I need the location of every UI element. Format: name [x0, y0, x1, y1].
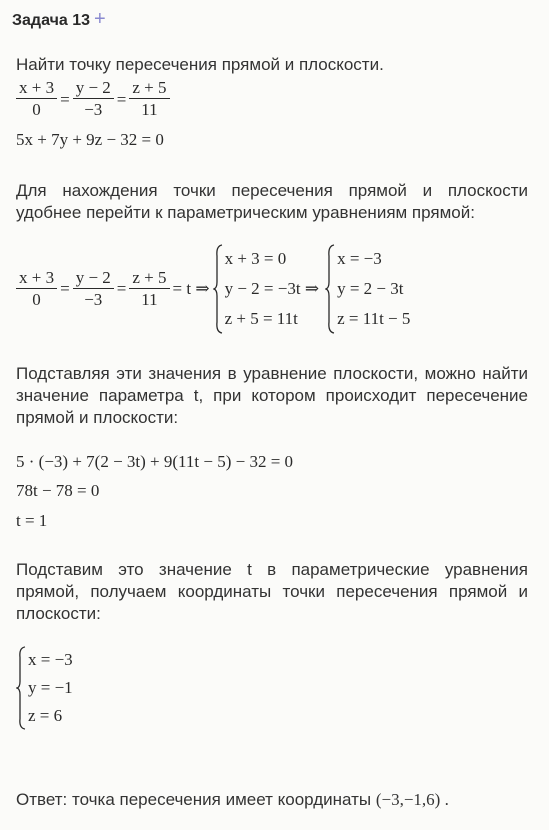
paragraph-coordinates: Подставим это значение t в параметрические уравнения прямой, получаем координаты точки пересечения прямой и плоскости: — [16, 560, 528, 623]
task-title-text: Задача 13 — [12, 12, 91, 29]
brace-icon — [325, 244, 335, 334]
paragraph-substitution: Подставляя эти значения в уравнение плоскости, можно найти значение параметра t, при котором происходит пересечение прямой и плоскости: — [16, 364, 528, 427]
line-canonical-equation: $\frac{x + 3}{0}$ = $\frac{y - 2}{-3}$ = $\frac{z + 5}{11}$ — [16, 78, 170, 121]
fraction-x: $\frac{x + 3}{0}$ — [16, 78, 57, 121]
answer-coordinates: (−3,−1,6) . — [375, 790, 449, 809]
calc-line-2: 78t − 78 = 0 — [16, 481, 100, 500]
parametric-derivation: $\frac{x + 3}{0}$ = $\frac{y - 2}{-3}$ = $\frac{z + 5}{11}$ = t ⇒ x + 3 = 0 y − 2 = −3t ⇒ z + 5 = 11t x = −3 y = 2 − 3t z = 11t − 5 — [16, 244, 410, 334]
task-statement: Найти точку пересечения прямой и плоскости. — [16, 55, 384, 74]
fraction-y: $\frac{y - 2}{-3}$ — [73, 78, 114, 121]
task-title — [12, 8, 106, 31]
system-param-intermediate: x + 3 = 0 y − 2 = −3t ⇒ z + 5 = 11t — [213, 244, 319, 334]
plane-equation: 5x + 7y + 9z − 32 = 0 — [16, 130, 164, 149]
handwritten-plus-mark: + — [94, 8, 106, 30]
calc-line-1: 5 · (−3) + 7(2 − 3t) + 9(11t − 5) − 32 = 0 — [16, 452, 294, 471]
calc-line-3: t = 1 — [16, 511, 48, 530]
solution-system: x = −3 y = −1 z = 6 — [16, 646, 73, 730]
param-t-arrow: = t ⇒ — [172, 279, 210, 298]
brace-icon — [213, 244, 223, 334]
brace-icon — [16, 646, 26, 730]
answer-line — [16, 789, 449, 811]
paragraph-parametric-intro: Для нахождения точки пересечения прямой и плоскости удобнее перейти к параметрическим уравнениям прямой: — [16, 181, 528, 222]
answer-text: Ответ: точка пересечения имеет координаты — [16, 790, 372, 809]
fraction-z: $\frac{z + 5}{11}$ — [129, 78, 169, 121]
system-param-final: x = −3 y = 2 − 3t z = 11t − 5 — [325, 244, 410, 334]
